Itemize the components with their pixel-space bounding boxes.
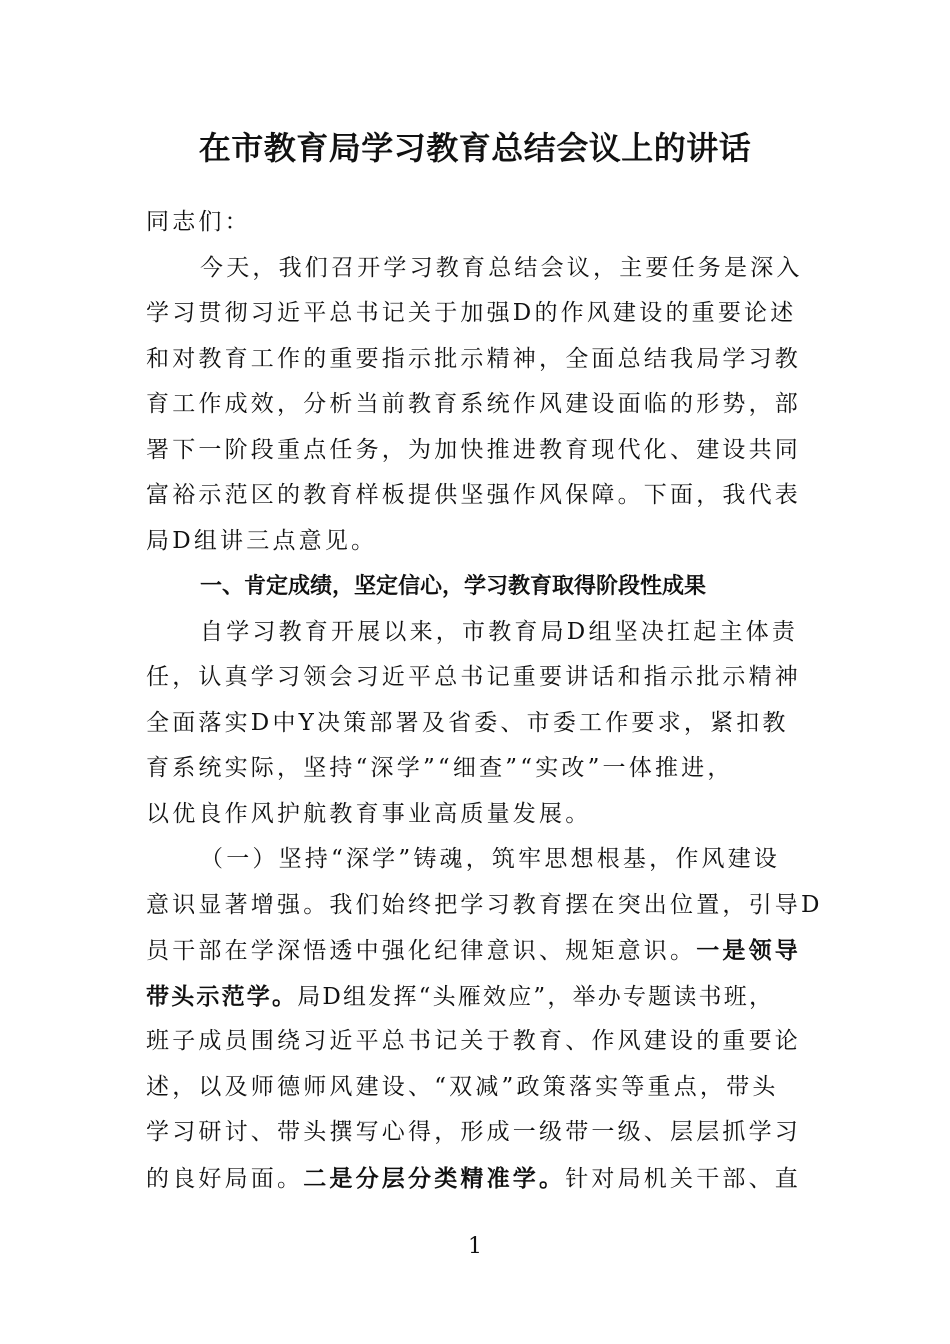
paragraph-2-line-4: 育系统实际，坚持“深学”“细查”“实改”一体推进， <box>146 755 734 781</box>
paragraph-3-line-4-text: 局D组发挥“头雁效应”，举办专题读书班， <box>297 983 775 1010</box>
document-body <box>146 200 823 1201</box>
paragraph-1-line-2: 学习贯彻习近平总书记关于加强D的作风建设的重要论述 <box>146 300 797 326</box>
paragraph-1-line-1: 今天，我们召开学习教育总结会议，主要任务是深入 <box>200 254 803 281</box>
paragraph-2-line-5: 以优良作风护航教育事业高质量发展。 <box>146 800 592 827</box>
paragraph-1-line-7: 局D组讲三点意见。 <box>146 527 378 554</box>
paragraph-1-line-6: 富裕示范区的教育样板提供坚强作风保障。下面，我代表 <box>146 482 801 508</box>
paragraph-1-line-4: 育工作成效，分析当前教育系统作风建设面临的形势，部 <box>146 391 801 417</box>
salutation: 同志们： <box>146 209 251 235</box>
paragraph-3-line-6: 述，以及师德师风建设、“双减”政策落实等重点，带头 <box>146 1073 779 1100</box>
point-two-label: 二是分层分类精准学。 <box>303 1164 566 1192</box>
document-title: 在市教育局学习教育总结会议上的讲话 <box>198 129 752 167</box>
paragraph-3-line-8-start: 的良好局面。 <box>146 1165 304 1192</box>
paragraph-3-line-7: 学习研讨、带头撰写心得，形成一级带一级、层层抓学习 <box>146 1119 801 1145</box>
paragraph-2-line-3: 全面落实D中Y决策部署及省委、市委工作要求，紧扣教 <box>146 709 789 736</box>
point-one-label-start: 一是领导 <box>696 937 802 964</box>
paragraph-3-line-3-text: 员干部在学深悟透中强化纪律意识、规矩意识。 <box>146 938 697 964</box>
section-heading-1: 一、肯定成绩，坚定信心，学习教育取得阶段性成果 <box>200 574 707 599</box>
paragraph-2-line-1: 自学习教育开展以来，市教育局D组坚决扛起主体责 <box>200 618 799 645</box>
paragraph-3-line-2: 意识显著增强。我们始终把学习教育摆在突出位置，引导D <box>146 891 823 918</box>
point-one-label-end: 带头示范学。 <box>146 982 298 1010</box>
paragraph-3-line-8-end: 针对局机关干部、直 <box>565 1165 802 1192</box>
paragraph-2-line-2: 任，认真学习领会习近平总书记重要讲话和指示批示精神 <box>146 664 801 690</box>
paragraph-3-line-8 <box>146 1156 806 1202</box>
paragraph-3-line-1: （一）坚持“深学”铸魂，筑牢思想根基，作风建设 <box>200 846 781 872</box>
paragraph-3-line-3 <box>146 928 806 974</box>
paragraph-1-line-5: 署下一阶段重点任务，为加快推进教育现代化、建设共同 <box>146 436 801 463</box>
paragraph-3-line-4 <box>146 974 806 1020</box>
paragraph-1-line-3: 和对教育工作的重要指示批示精神，全面总结我局学习教 <box>146 345 801 372</box>
page-number: 1 <box>468 1234 482 1259</box>
paragraph-3-line-5: 班子成员围绕习近平总书记关于教育、作风建设的重要论 <box>146 1028 801 1054</box>
